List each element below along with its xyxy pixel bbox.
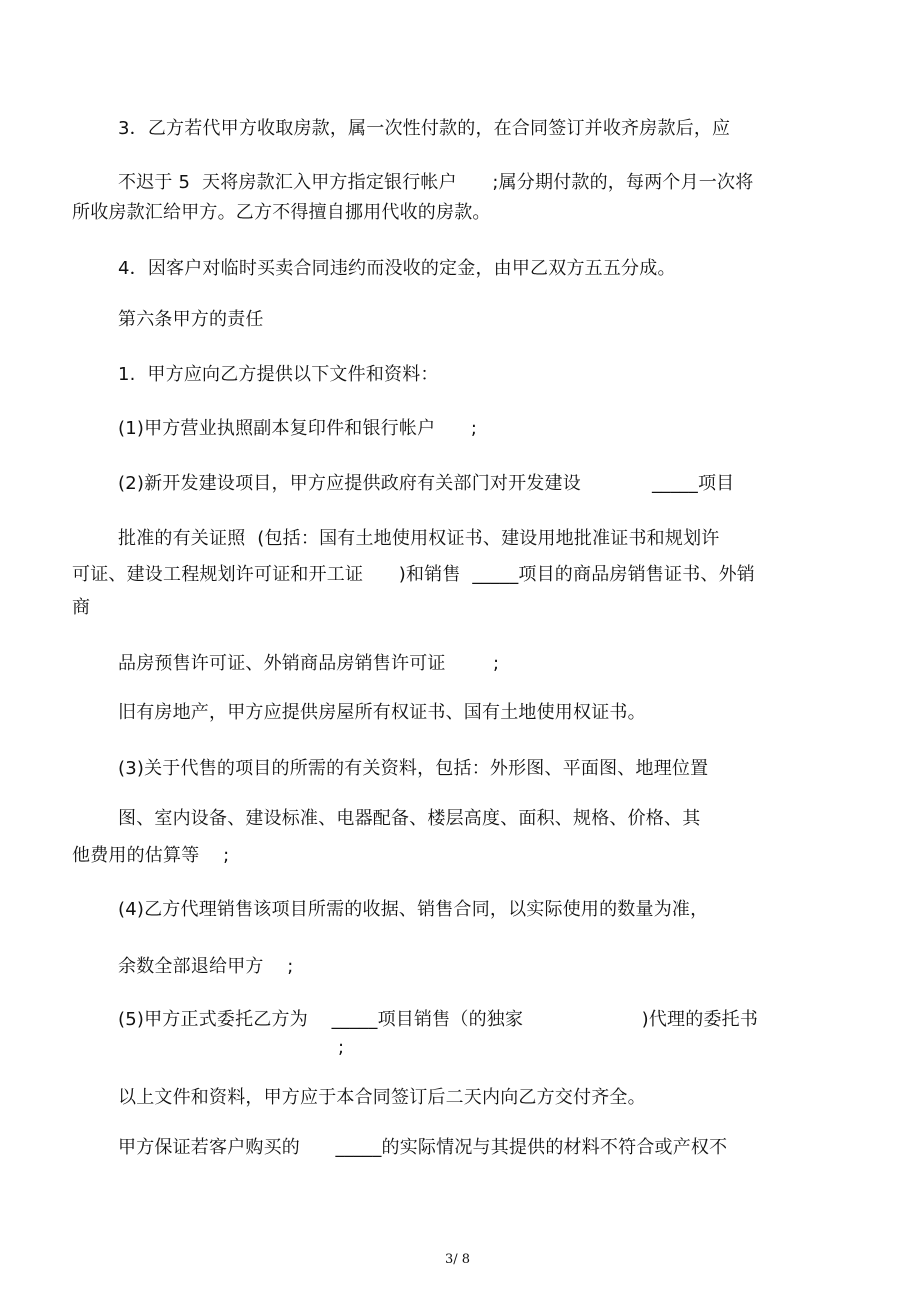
text-line: 品房预售许可证、外销商品房销售许可证 ; [118, 653, 500, 674]
text-line: 旧有房地产，甲方应提供房屋所有权证书、国有土地使用权证书。 [118, 702, 646, 723]
text-line: (3)关于代售的项目的所需的有关资料，包括：外形图、平面图、地理位置 [118, 758, 709, 779]
text-line: 甲方保证若客户购买的 _____的实际情况与其提供的材料不符合或产权不 [118, 1137, 728, 1158]
text-line: ; [338, 1037, 345, 1058]
text-line: 商 [72, 597, 91, 618]
text-line: 所收房款汇给甲方。乙方不得擅自挪用代收的房款。 [72, 202, 491, 223]
text-line: 可证、建设工程规划许可证和开工证 )和销售 _____项目的商品房销售证书、外销 [72, 564, 755, 585]
text-line: 批准的有关证照 (包括：国有土地使用权证书、建设用地批准证书和规划许 [118, 528, 720, 549]
section-heading: 第六条甲方的责任 [118, 309, 264, 330]
text-line: 余数全部退给甲方 ; [118, 956, 294, 977]
text-line: 1. 甲方应向乙方提供以下文件和资料： [118, 364, 439, 385]
text-line: 他费用的估算等 ; [72, 845, 230, 866]
text-line: (4)乙方代理销售该项目所需的收据、销售合同，以实际使用的数量为准， [118, 899, 709, 920]
page-number: 3/ 8 [445, 1252, 471, 1267]
text-line: 图、室内设备、建设标准、电器配备、楼层高度、面积、规格、价格、其 [118, 808, 701, 829]
text-line: 不迟于 5 天将房款汇入甲方指定银行帐户 ;属分期付款的，每两个月一次将 [118, 172, 754, 193]
text-line: (2)新开发建设项目，甲方应提供政府有关部门对开发建设 _____项目 [118, 473, 735, 494]
text-line: (5)甲方正式委托乙方为 _____项目销售（的独家 )代理的委托书 [118, 1009, 759, 1030]
text-line: 以上文件和资料，甲方应于本合同签订后二天内向乙方交付齐全。 [118, 1087, 646, 1108]
text-line: (1)甲方营业执照副本复印件和银行帐户 ; [118, 418, 478, 439]
text-line: 4．因客户对临时买卖合同违约而没收的定金，由甲乙双方五五分成。 [118, 258, 676, 279]
text-line: 3．乙方若代甲方收取房款，属一次性付款的，在合同签订并收齐房款后，应 [118, 118, 731, 139]
